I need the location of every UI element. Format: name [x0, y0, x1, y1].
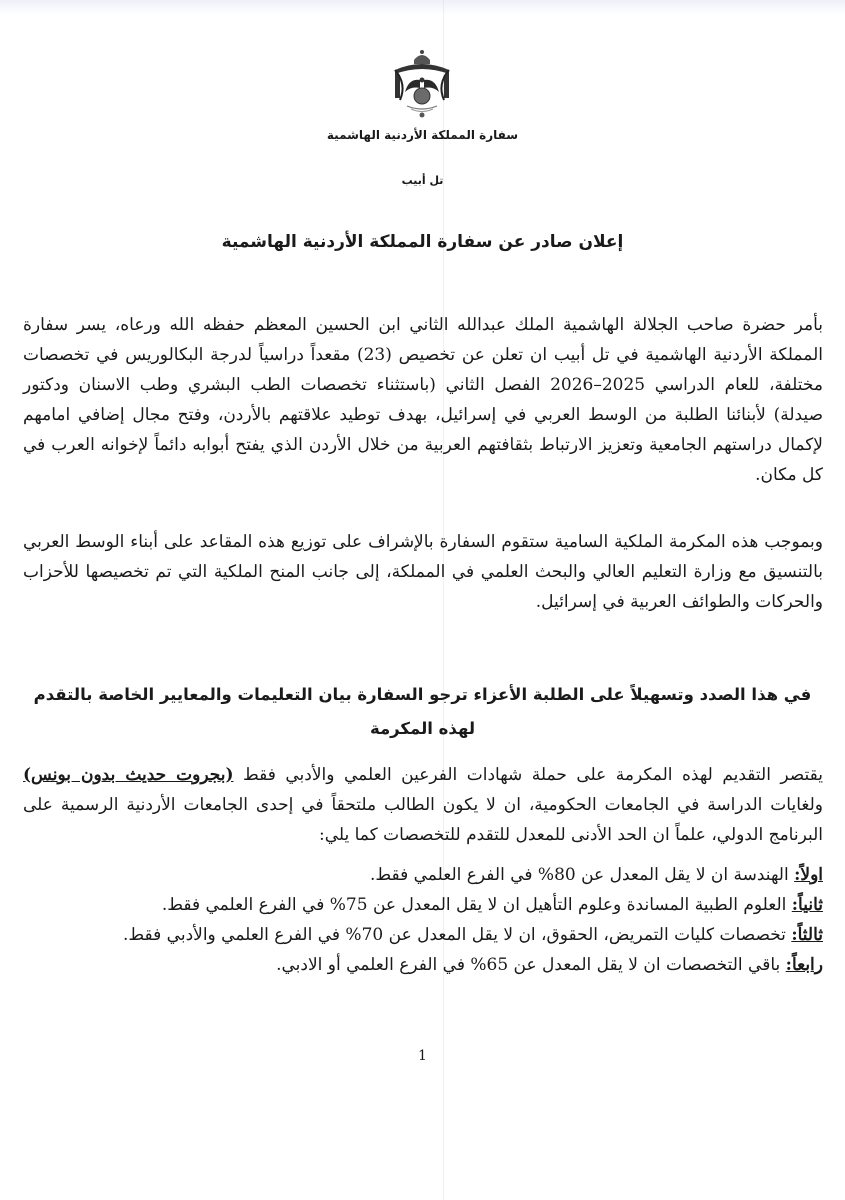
criteria-text: باقي التخصصات ان لا يقل المعدل عن 65% في الفرع العلمي أو الادبي. [276, 955, 786, 975]
criteria-ordinal: ثالثاً: [791, 925, 823, 945]
embassy-city: تل أبيب [401, 174, 444, 187]
criteria-ordinal: ثانياً: [791, 895, 823, 915]
announcement-title: إعلان صادر عن سفارة المملكة الأردنية الهاشمية [221, 232, 624, 252]
eligibility-paragraph [23, 760, 823, 850]
eligibility-text-start: يقتصر التقديم لهذه المكرمة على حملة شهادات الفرعين العلمي والأدبي فقط [233, 765, 823, 785]
criteria-item [23, 920, 823, 950]
criteria-item [23, 950, 823, 980]
criteria-ordinal: رابعاً: [785, 955, 823, 975]
criteria-item [23, 860, 823, 890]
page-number: 1 [418, 1048, 427, 1064]
intro-paragraph: بأمر حضرة صاحب الجلالة الهاشمية الملك عبدالله الثاني ابن الحسين المعظم حفظه الله ورعاه، يسر سفارة المملكة الأردنية الهاشمية في تل أبيب ان تعلن عن تخصيص (23) مقعداً دراسياً لدرجة البكالوريس في تخصصات مختلفة، للعام الدراسي 2025–2026 الفصل الثاني (باستثناء تخصصات الطب البشري وطب الاسنان ودكتور صيدلة) لأبنائنا الطلبة من الوسط العربي في إسرائيل، بهدف توطيد علاقتهم بالأردن، وفتح مجال إضافي امامهم لإكمال دراستهم الجامعية وتعزيز الارتباط بثقافتهم العربية من خلال الأردن الذي يفتح أبوابه دائماً لإخوانه العرب في كل مكان. [23, 315, 823, 485]
embassy-name: سفارة المملكة الأردنية الهاشمية [326, 128, 519, 142]
criteria-item [23, 890, 823, 920]
criteria-text: تخصصات كليات التمريض، الحقوق، ان لا يقل المعدل عن 70% في الفرع العلمي والأدبي فقط. [123, 925, 792, 945]
criteria-text: الهندسة ان لا يقل المعدل عن 80% في الفرع العلمي فقط. [369, 865, 795, 885]
coat-of-arms-icon [387, 48, 457, 120]
eligibility-text-end: ولغايات الدراسة في الجامعات الحكومية، ان لا يكون الطالب ملتحقاً في إحدى الجامعات الأردنية الرسمية على البرنامج الدولي، علماً ان الحد الأدنى للمعدل للتقدم للتخصصات كما يلي: [23, 795, 823, 845]
criteria-list [23, 860, 823, 980]
distribution-paragraph: وبموجب هذه المكرمة الملكية السامية ستقوم السفارة بالإشراف على توزيع هذه المقاعد على أبناء الوسط العربي بالتنسيق مع وزارة التعليم العالي والبحث العلمي في المملكة، إلى جانب المنح الملكية التي تم تخصيصها للأحزاب والحركات والطوائف العربية في إسرائيل. [23, 532, 823, 612]
instructions-heading: في هذا الصدد وتسهيلاً على الطلبة الأعزاء ترجو السفارة بيان التعليمات والمعايير الخاصة بالتقدم لهذه المكرمة [33, 685, 812, 738]
criteria-ordinal: اولاً: [794, 865, 823, 885]
criteria-text: العلوم الطبية المساندة وعلوم التأهيل ان لا يقل المعدل عن 75% في الفرع العلمي فقط. [161, 895, 792, 915]
eligibility-requirement-emphasis: (بجروت حديث بدون بونس) [23, 765, 234, 785]
